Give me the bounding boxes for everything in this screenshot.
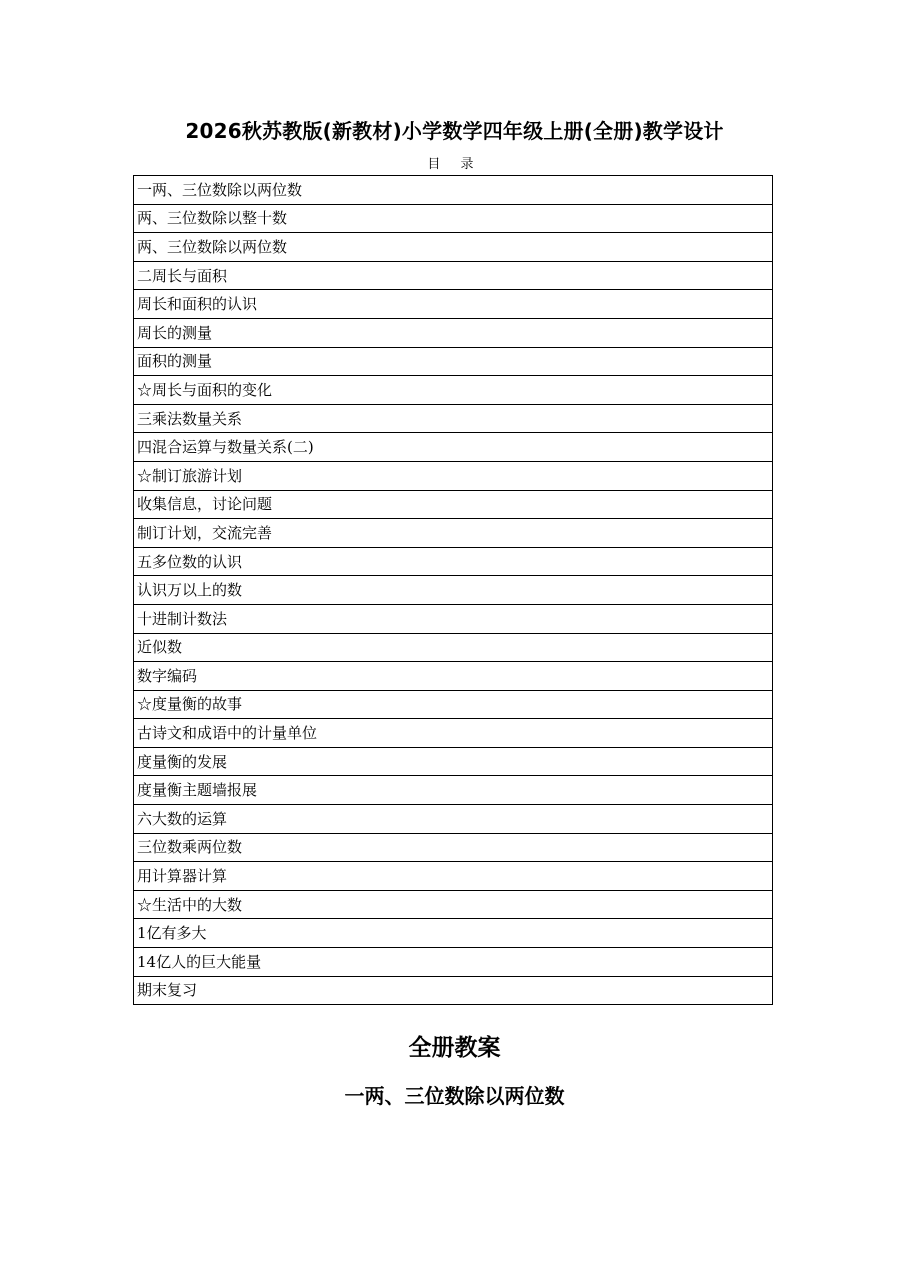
toc-item: ☆生活中的大数 bbox=[134, 890, 773, 919]
toc-row bbox=[134, 576, 773, 605]
toc-row bbox=[134, 261, 773, 290]
document-title: 2026秋苏教版(新教材)小学数学四年级上册(全册)教学设计 bbox=[185, 119, 724, 143]
toc-row bbox=[134, 919, 773, 948]
toc-item: 度量衡的发展 bbox=[134, 747, 773, 776]
toc-item: 两、三位数除以整十数 bbox=[134, 204, 773, 233]
toc-item: 三位数乘两位数 bbox=[134, 833, 773, 862]
toc-item: 周长的测量 bbox=[134, 318, 773, 347]
table-of-contents bbox=[133, 175, 773, 1005]
toc-row bbox=[134, 204, 773, 233]
toc-item: 周长和面积的认识 bbox=[134, 290, 773, 319]
toc-row bbox=[134, 490, 773, 519]
toc-item: 面积的测量 bbox=[134, 347, 773, 376]
toc-item: 五多位数的认识 bbox=[134, 547, 773, 576]
toc-item: ☆周长与面积的变化 bbox=[134, 376, 773, 405]
toc-item: 近似数 bbox=[134, 633, 773, 662]
toc-row bbox=[134, 347, 773, 376]
toc-item: ☆制订旅游计划 bbox=[134, 461, 773, 490]
toc-heading: 目 录 bbox=[427, 157, 482, 172]
toc-item: 期末复习 bbox=[134, 976, 773, 1005]
toc-row bbox=[134, 805, 773, 834]
toc-row bbox=[134, 461, 773, 490]
toc-row bbox=[134, 604, 773, 633]
toc-row bbox=[134, 233, 773, 262]
toc-item: 度量衡主题墙报展 bbox=[134, 776, 773, 805]
toc-row bbox=[134, 633, 773, 662]
toc-item: 二周长与面积 bbox=[134, 261, 773, 290]
toc-row bbox=[134, 776, 773, 805]
toc-row bbox=[134, 833, 773, 862]
section-title: 全册教案 bbox=[408, 1035, 501, 1061]
toc-row bbox=[134, 890, 773, 919]
toc-item: 三乘法数量关系 bbox=[134, 404, 773, 433]
toc-row bbox=[134, 547, 773, 576]
toc-item: ☆度量衡的故事 bbox=[134, 690, 773, 719]
unit-title: 一两、三位数除以两位数 bbox=[344, 1084, 565, 1108]
toc-item: 两、三位数除以两位数 bbox=[134, 233, 773, 262]
toc-item: 古诗文和成语中的计量单位 bbox=[134, 719, 773, 748]
toc-item: 制订计划，交流完善 bbox=[134, 519, 773, 548]
toc-item: 一两、三位数除以两位数 bbox=[134, 176, 773, 205]
toc-row bbox=[134, 176, 773, 205]
toc-row bbox=[134, 519, 773, 548]
toc-item: 六大数的运算 bbox=[134, 805, 773, 834]
toc-item: 四混合运算与数量关系(二) bbox=[134, 433, 773, 462]
toc-row bbox=[134, 404, 773, 433]
toc-row bbox=[134, 747, 773, 776]
toc-row bbox=[134, 290, 773, 319]
toc-row bbox=[134, 318, 773, 347]
toc-row bbox=[134, 433, 773, 462]
toc-item: 收集信息，讨论问题 bbox=[134, 490, 773, 519]
toc-row bbox=[134, 862, 773, 891]
toc-row bbox=[134, 976, 773, 1005]
toc-item: 用计算器计算 bbox=[134, 862, 773, 891]
toc-row bbox=[134, 719, 773, 748]
toc-item: 数字编码 bbox=[134, 662, 773, 691]
toc-item: 认识万以上的数 bbox=[134, 576, 773, 605]
toc-row bbox=[134, 376, 773, 405]
toc-item: 14亿人的巨大能量 bbox=[134, 948, 773, 977]
toc-item: 十进制计数法 bbox=[134, 604, 773, 633]
toc-row bbox=[134, 662, 773, 691]
toc-row bbox=[134, 948, 773, 977]
toc-row bbox=[134, 690, 773, 719]
toc-item: 1亿有多大 bbox=[134, 919, 773, 948]
